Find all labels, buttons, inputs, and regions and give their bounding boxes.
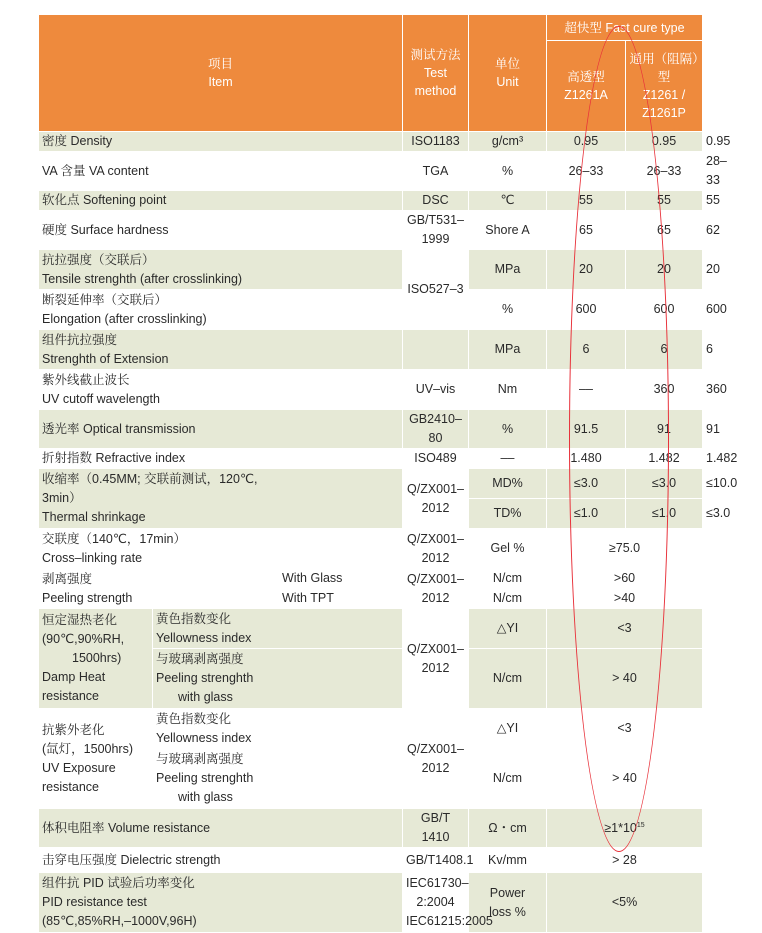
item-label: 硬度 Surface hardness <box>39 211 403 250</box>
item-label: VA 含量 VA content <box>39 152 403 191</box>
item-label: 组件抗 PID 试验后功率变化 PID resistance test (85℃,85%RH,–1000V,96H) <box>39 873 403 933</box>
unit-cell: MD% <box>469 469 547 499</box>
row-volume-resistance <box>39 809 703 848</box>
value-cell: <3 <box>547 709 703 749</box>
item-label: 体积电阻率 Volume resistance <box>39 809 403 848</box>
header-row-1 <box>39 15 703 41</box>
unit-cell: ℃ <box>469 191 547 211</box>
value-cell: 0.95 <box>547 132 626 152</box>
row-uv-aging-yi <box>39 709 703 749</box>
method-cell: GB/T531–1999 <box>403 211 469 250</box>
row-dielectric-strength <box>39 848 703 873</box>
method-cell <box>403 330 469 370</box>
method-cell: ISO489 <box>403 449 469 469</box>
unit-cell: Ω・cm <box>469 809 547 848</box>
value-cell: ≥75.0 <box>547 529 703 569</box>
value-cell: –– <box>547 370 626 410</box>
unit-cell: Power loss % <box>469 873 547 933</box>
fast-cure-group-header: 超快型 Fast cure type <box>547 15 703 41</box>
item-label: 击穿电压强度 Dielectric strength <box>39 848 403 873</box>
value-cell: 26–33 <box>547 152 626 191</box>
value-cell: ≤3.0 <box>626 469 703 499</box>
value-cell: 55 <box>626 191 703 211</box>
value-cell: > 40 <box>547 649 703 709</box>
method-cell: Q/ZX001–2012 <box>403 529 469 569</box>
col-header-z1261a: 高透型 Z1261A <box>547 41 626 132</box>
item-header: 项目 Item <box>39 15 403 132</box>
unit-cell: TD% <box>469 499 547 529</box>
value-cell: ≤3.0 <box>547 469 626 499</box>
method-cell: IEC61730–2:2004 IEC61215:2005 <box>403 873 469 933</box>
unit-cell: Nm <box>469 370 547 410</box>
value-cell: > 28 <box>547 848 703 873</box>
item-label: 透光率 Optical transmission <box>39 410 403 449</box>
value-cell: 600 <box>547 290 626 330</box>
item-label: 软化点 Softening point <box>39 191 403 211</box>
sub-label: 黄色指数变化 Yellowness index <box>153 709 403 749</box>
unit-cell: △YI <box>469 709 547 749</box>
method-cell: GB/T1408.1 <box>403 848 469 873</box>
spec-table-wrapper <box>38 14 762 933</box>
unit-header: 单位 Unit <box>469 15 547 132</box>
method-cell: ISO1183 <box>403 132 469 152</box>
value-cell: 65 <box>626 211 703 250</box>
sub-label: 与玻璃剥离强度 Peeling strenghth with glass <box>153 649 403 709</box>
value-cell: 91.5 <box>547 410 626 449</box>
method-cell: Q/ZX001–2012 <box>403 569 469 609</box>
item-label: 恒定湿热老化 (90℃,90%RH, 1500hrs) Damp Heat resistance <box>39 609 153 709</box>
spec-table <box>38 14 762 933</box>
unit-cell: g/cm³ <box>469 132 547 152</box>
unit-cell: N/cm <box>469 569 547 589</box>
value-cell: 6 <box>626 330 703 370</box>
item-label: 组件抗拉强度 Strenghth of Extension <box>39 330 403 370</box>
method-cell: GB/T 1410 <box>403 809 469 848</box>
item-label: 断裂延伸率（交联后） Elongation (after crosslinking) <box>39 290 403 330</box>
value-cell: 0.95 <box>626 132 703 152</box>
header-row-2: 高透型 Z1261A 通用（阻隔）型 Z1261 / Z1261P 超薄型 （CIGS） Z1261C <box>39 41 703 132</box>
method-cell: TGA <box>403 152 469 191</box>
row-optical-transmission: 透光率 Optical transmission GB2410–80 % 91.5 91 91 <box>39 410 703 449</box>
value-cell: 600 <box>626 290 703 330</box>
value-cell: 26–33 <box>626 152 703 191</box>
value-cell: ≤1.0 <box>547 499 626 529</box>
item-label: 抗紫外老化 (氙灯，1500hrs) UV Exposure resistance <box>39 709 153 809</box>
value-cell: <3 <box>547 609 703 649</box>
method-cell: Q/ZX001–2012 <box>403 709 469 809</box>
row-strength-of-extension: 组件抗拉强度 Strenghth of Extension MPa 6 6 6 <box>39 330 703 370</box>
unit-cell: % <box>469 152 547 191</box>
value-cell: <5% <box>547 873 703 933</box>
row-softening-point: 软化点 Softening point DSC ℃ 55 55 55 <box>39 191 703 211</box>
item-label: 密度 Density <box>39 132 403 152</box>
unit-cell: △YI <box>469 609 547 649</box>
row-thermal-shrinkage-td: TD% ≤1.0 ≤1.0 ≤3.0 <box>39 499 703 529</box>
unit-cell: N/cm <box>469 589 547 609</box>
unit-cell: MPa <box>469 330 547 370</box>
method-cell: Q/ZX001–2012 <box>403 609 469 709</box>
unit-cell: Kv/mm <box>469 848 547 873</box>
value-cell: ≤1.0 <box>626 499 703 529</box>
item-label: 紫外线截止波长 UV cutoff wavelength <box>39 370 403 410</box>
item-label: 抗拉强度（交联后） Tensile strenghth (after crosslinking) <box>39 250 403 290</box>
method-cell: Q/ZX001–2012 <box>403 469 469 529</box>
value-cell: > 40 <box>547 749 703 809</box>
row-crosslinking-rate <box>39 529 703 569</box>
value-cell: >60 <box>547 569 703 589</box>
unit-cell: Gel % <box>469 529 547 569</box>
value-cell: 6 <box>547 330 626 370</box>
row-refractive-index: 折射指数 Refractive index ISO489 –– 1.480 1.482 1.482 <box>39 449 703 469</box>
value-cell: 20 <box>547 250 626 290</box>
row-damp-heat-yi <box>39 609 703 649</box>
row-surface-hardness: 硬度 Surface hardness GB/T531–1999 Shore A 65 65 62 <box>39 211 703 250</box>
item-label: 交联度（140℃，17min） Cross–linking rate <box>39 529 403 569</box>
row-uv-cutoff: 紫外线截止波长 UV cutoff wavelength UV–vis Nm –– 360 360 <box>39 370 703 410</box>
row-thermal-shrinkage-md: 收缩率（0.45MM; 交联前测试，120℃, 3min） Thermal shrinkage Q/ZX001–2012 MD% ≤3.0 ≤3.0 ≤10.0 <box>39 469 703 499</box>
value-cell: 20 <box>626 250 703 290</box>
item-label: 折射指数 Refractive index <box>39 449 403 469</box>
sub-label: With Glass <box>279 569 403 589</box>
unit-cell: MPa <box>469 250 547 290</box>
value-cell: 91 <box>626 410 703 449</box>
value-cell: $\ge 1*10^{15}$ <box>547 809 703 848</box>
item-label: 剥离强度 Peeling strength <box>39 569 279 609</box>
unit-cell: N/cm <box>469 749 547 809</box>
value-cell: 1.480 <box>547 449 626 469</box>
method-cell: ISO527–3 <box>403 250 469 330</box>
sub-label: With TPT <box>279 589 403 609</box>
item-label: 收缩率（0.45MM; 交联前测试，120℃, 3min） Thermal shrinkage <box>39 469 403 529</box>
method-cell: UV–vis <box>403 370 469 410</box>
unit-cell: Shore A <box>469 211 547 250</box>
row-density: 密度 Density ISO1183 g/cm³ 0.95 0.95 0.95 <box>39 132 703 152</box>
row-va-content: VA 含量 VA content TGA % 26–33 26–33 28–33 <box>39 152 703 191</box>
row-peel-glass <box>39 569 703 589</box>
unit-cell: % <box>469 410 547 449</box>
value-cell: 65 <box>547 211 626 250</box>
value-cell: 1.482 <box>626 449 703 469</box>
unit-cell: –– <box>469 449 547 469</box>
unit-cell: N/cm <box>469 649 547 709</box>
method-header: 测试方法 Test method <box>403 15 469 132</box>
value-cell: >40 <box>547 589 703 609</box>
method-cell: DSC <box>403 191 469 211</box>
sub-label: 与玻璃剥离强度 Peeling strenghth with glass <box>153 749 403 809</box>
unit-cell: % <box>469 290 547 330</box>
row-tensile-strength: 抗拉强度（交联后） Tensile strenghth (after crosslinking) ISO527–3 MPa 20 20 20 <box>39 250 703 290</box>
row-pid-resistance <box>39 873 703 933</box>
sub-label: 黄色指数变化 Yellowness index <box>153 609 403 649</box>
value-cell: 360 <box>626 370 703 410</box>
row-elongation: 断裂延伸率（交联后） Elongation (after crosslinking) % 600 600 600 <box>39 290 703 330</box>
col-header-z1261: 通用（阻隔）型 Z1261 / Z1261P <box>626 41 703 132</box>
value-cell: 55 <box>547 191 626 211</box>
method-cell: GB2410–80 <box>403 410 469 449</box>
